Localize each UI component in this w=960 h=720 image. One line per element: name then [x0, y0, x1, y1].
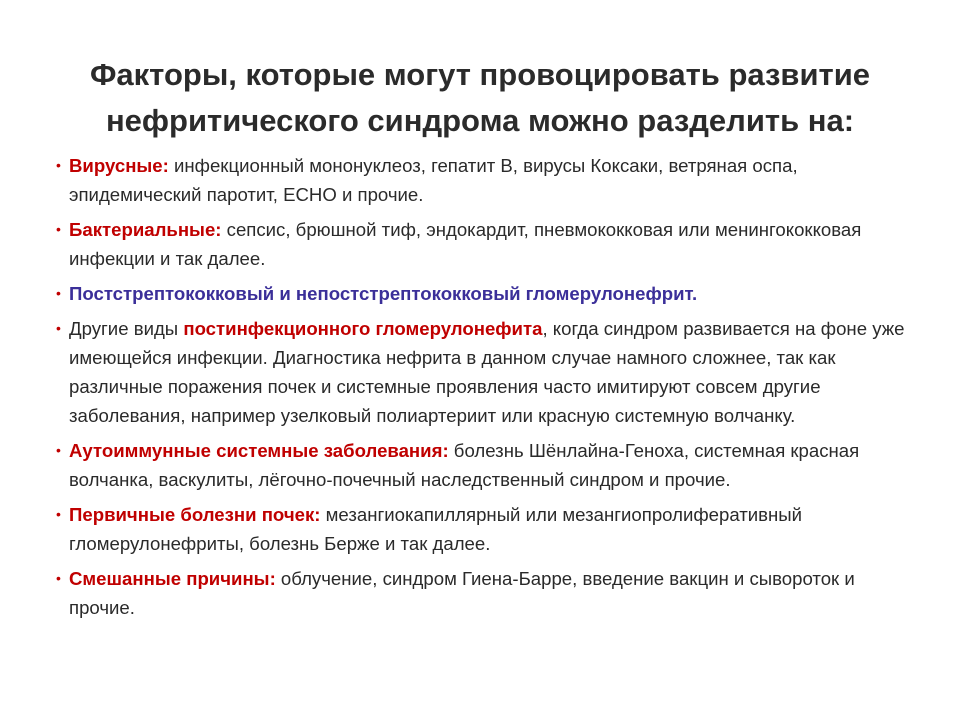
bullet-icon: • [56, 221, 61, 237]
item-label: Первичные болезни почек: [69, 504, 321, 525]
bullet-icon: • [56, 320, 61, 336]
item-text: облучение, синдром Гиена-Барре, введение вакцин и сывороток и прочие. [69, 568, 855, 618]
list-item-glomerulonephritis [56, 279, 906, 308]
slide-title: Факторы, которые могут провоцировать развитие нефритического синдрома можно разделить на: [89, 57, 871, 138]
bullet-icon: • [56, 285, 61, 301]
list-item-bacterial [56, 215, 906, 273]
item-text: сепсис, брюшной тиф, эндокардит, пневмококковая или менингококковая инфекции и так далее. [69, 219, 862, 269]
bullet-icon: • [56, 157, 61, 173]
item-label: Бактериальные: [69, 219, 222, 240]
factor-list [56, 151, 906, 628]
item-label: Смешанные причины: [69, 568, 276, 589]
bullet-icon: • [56, 570, 61, 586]
list-item-viral [56, 151, 906, 209]
item-text: , когда синдром развивается на фоне уже имеющейся инфекции. Диагностика нефрита в данном случае намного сложнее, так как различные поражения почек и системные проявления часто имитируют совсем другие заболевания, например узелковый полиартериит или красную системную волчанку. [69, 318, 905, 426]
list-item-mixed [56, 564, 906, 622]
item-label: Постстрептококковый и непостстрептококковый гломерулонефрит. [69, 283, 698, 304]
item-text: инфекционный мононуклеоз, гепатит В, вирусы Коксаки, ветряная оспа, эпидемический паротит, ЕСНО и прочие. [69, 155, 798, 205]
item-pre: Другие виды [69, 318, 184, 339]
list-item-autoimmune [56, 436, 906, 494]
list-item-postinfectious [56, 314, 906, 430]
list-item-primary-kidney [56, 500, 906, 558]
item-label: постинфекционного гломерулонефита [183, 318, 543, 339]
bullet-icon: • [56, 442, 61, 458]
bullet-icon: • [56, 506, 61, 522]
item-label: Аутоиммунные системные заболевания: [69, 440, 449, 461]
item-text: болезнь Шёнлайна-Геноха, системная красная волчанка, васкулиты, лёгочно-почечный наследственный синдром и прочие. [69, 440, 860, 490]
item-text: мезангиокапиллярный или мезангиопролиферативный гломерулонефриты, болезнь Берже и так далее. [69, 504, 803, 554]
item-label: Вирусные: [69, 155, 169, 176]
